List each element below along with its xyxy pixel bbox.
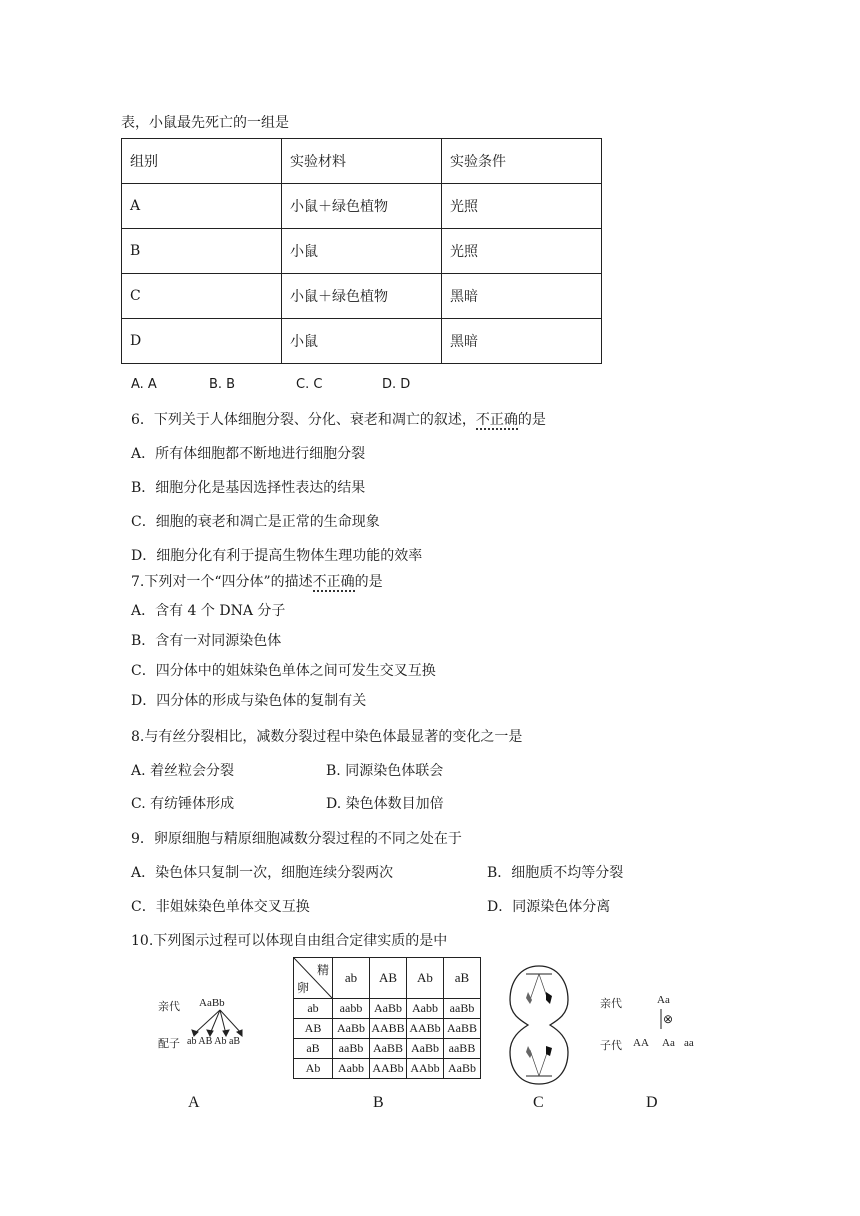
- q7-stem-text: 7.下列对一个“四分体”的描述: [131, 574, 313, 590]
- punnett-row-header: ab: [294, 999, 333, 1019]
- table-row: [122, 319, 602, 364]
- punnett-col-header: ab: [333, 958, 370, 999]
- punnett-col-header: aB: [444, 958, 481, 999]
- punnett-cell: AaBb: [370, 999, 407, 1019]
- table-cell: C: [122, 274, 282, 319]
- fig-a-arrows: [180, 1008, 260, 1038]
- fig-d-child-label: 子代: [600, 1040, 622, 1052]
- figure-label-c: C: [533, 1094, 544, 1111]
- q7-emphasis: 不正确: [312, 574, 355, 590]
- punnett-row-header: AB: [294, 1019, 333, 1039]
- table-cell: 黑暗: [442, 319, 602, 364]
- table-row: [122, 184, 602, 229]
- table-header-cell: 组别: [122, 139, 282, 184]
- punnett-square: [293, 957, 481, 1079]
- q8-stem: 8.与有丝分裂相比，减数分裂过程中染色体最显著的变化之一是: [131, 729, 523, 745]
- q9-option-c: C．非姐妹染色单体交叉互换: [131, 899, 310, 915]
- fig-d-child-3: aa: [684, 1037, 694, 1049]
- q7-stem: [131, 571, 383, 591]
- punnett-cell: AaBb: [407, 1039, 444, 1059]
- punnett-cell: AABb: [370, 1059, 407, 1079]
- fig-a-parent-label: 亲代: [158, 1001, 180, 1013]
- fig-a-gamete-label: 配子: [158, 1038, 180, 1050]
- q8-option-c: C. 有纺锤体形成: [131, 796, 235, 812]
- table-cell: 小鼠＋绿色植物: [282, 274, 442, 319]
- q6-stem-tail: 的是: [517, 412, 546, 428]
- table-cell: 小鼠: [282, 229, 442, 274]
- q5-option-d: D. D: [382, 377, 411, 392]
- table-cell: 光照: [442, 184, 602, 229]
- fig-d-parent-label: 亲代: [600, 998, 622, 1010]
- punnett-cell: Aabb: [407, 999, 444, 1019]
- punnett-cell: AaBB: [370, 1039, 407, 1059]
- figure-label-d: D: [646, 1094, 658, 1111]
- punnett-row: [294, 1059, 481, 1079]
- punnett-corner-cell: [294, 958, 333, 999]
- q5-option-c: C. C: [296, 377, 323, 392]
- punnett-cell: aaBB: [444, 1039, 481, 1059]
- punnett-row: [294, 999, 481, 1019]
- table-cell: 黑暗: [442, 274, 602, 319]
- table-header-row: [122, 139, 602, 184]
- q6-option-a: A．所有体细胞都不断地进行细胞分裂: [131, 446, 366, 462]
- dividing-cell-illustration: [506, 962, 572, 1088]
- punnett-cell: aaBb: [333, 1039, 370, 1059]
- punnett-row: [294, 1039, 481, 1059]
- punnett-cell: AaBB: [444, 1019, 481, 1039]
- q6-stem: [131, 409, 546, 429]
- punnett-row: [294, 1019, 481, 1039]
- fig-a-gametes: ab AB Ab aB: [187, 1036, 241, 1047]
- q9-option-a: A．染色体只复制一次，细胞连续分裂两次: [131, 865, 394, 881]
- punnett-row-header: Ab: [294, 1059, 333, 1079]
- q9-option-b: B．细胞质不均等分裂: [487, 865, 624, 881]
- table-row: [122, 229, 602, 274]
- fig-d-parent-genotype: Aa: [657, 994, 670, 1006]
- q6-option-d: D．细胞分化有利于提高生物体生理功能的效率: [131, 548, 423, 564]
- q8-option-b: B. 同源染色体联会: [326, 763, 444, 779]
- table-cell: 光照: [442, 229, 602, 274]
- punnett-cell: AABB: [370, 1019, 407, 1039]
- punnett-cell: AaBb: [444, 1059, 481, 1079]
- corner-bottom-label: 卵: [297, 981, 310, 995]
- self-cross-icon: ⊗: [663, 1012, 674, 1026]
- q7-option-a: A．含有 4 个 DNA 分子: [131, 603, 286, 619]
- figure-label-a: A: [188, 1094, 200, 1111]
- table-row: [122, 274, 602, 319]
- table-cell: A: [122, 184, 282, 229]
- table-cell: 小鼠: [282, 319, 442, 364]
- experiment-table: [121, 138, 602, 364]
- figure-label-b: B: [373, 1094, 384, 1111]
- q7-stem-tail: 的是: [354, 574, 383, 590]
- punnett-cell: AABb: [407, 1019, 444, 1039]
- q7-option-b: B．含有一对同源染色体: [131, 633, 282, 649]
- table-header-cell: 实验条件: [442, 139, 602, 184]
- table-cell: 小鼠＋绿色植物: [282, 184, 442, 229]
- q8-option-a: A. 着丝粒会分裂: [131, 763, 235, 779]
- punnett-header-row: [294, 958, 481, 999]
- punnett-row-header: aB: [294, 1039, 333, 1059]
- fig-a-parent-genotype: AaBb: [199, 997, 225, 1009]
- punnett-cell: aaBb: [444, 999, 481, 1019]
- q6-option-b: B．细胞分化是基因选择性表达的结果: [131, 480, 366, 496]
- table-cell: B: [122, 229, 282, 274]
- table-cell: D: [122, 319, 282, 364]
- fig-d-child-1: AA: [633, 1037, 649, 1049]
- fig-d-child-2: Aa: [662, 1037, 675, 1049]
- q9-stem: 9．卵原细胞与精原细胞减数分裂过程的不同之处在于: [131, 831, 462, 847]
- q5-intro: 表，小鼠最先死亡的一组是: [121, 115, 289, 131]
- q6-stem-text: 6．下列关于人体细胞分裂、分化、衰老和凋亡的叙述，: [131, 412, 476, 428]
- q5-option-a: A. A: [131, 377, 157, 392]
- punnett-cell: AAbb: [407, 1059, 444, 1079]
- table-header-cell: 实验材料: [282, 139, 442, 184]
- q5-option-b: B. B: [209, 377, 236, 392]
- q7-option-c: C．四分体中的姐妹染色单体之间可发生交叉互换: [131, 663, 436, 679]
- punnett-cell: aabb: [333, 999, 370, 1019]
- punnett-col-header: AB: [370, 958, 407, 999]
- q6-option-c: C．细胞的衰老和凋亡是正常的生命现象: [131, 514, 380, 530]
- q10-stem: 10.下列图示过程可以体现自由组合定律实质的是中: [131, 933, 448, 949]
- punnett-cell: Aabb: [333, 1059, 370, 1079]
- q8-option-d: D. 染色体数目加倍: [326, 796, 444, 812]
- q9-option-d: D．同源染色体分离: [487, 899, 611, 915]
- q7-option-d: D．四分体的形成与染色体的复制有关: [131, 693, 367, 709]
- punnett-cell: AaBb: [333, 1019, 370, 1039]
- corner-top-label: 精: [316, 963, 329, 977]
- punnett-col-header: Ab: [407, 958, 444, 999]
- q6-emphasis: 不正确: [475, 412, 518, 428]
